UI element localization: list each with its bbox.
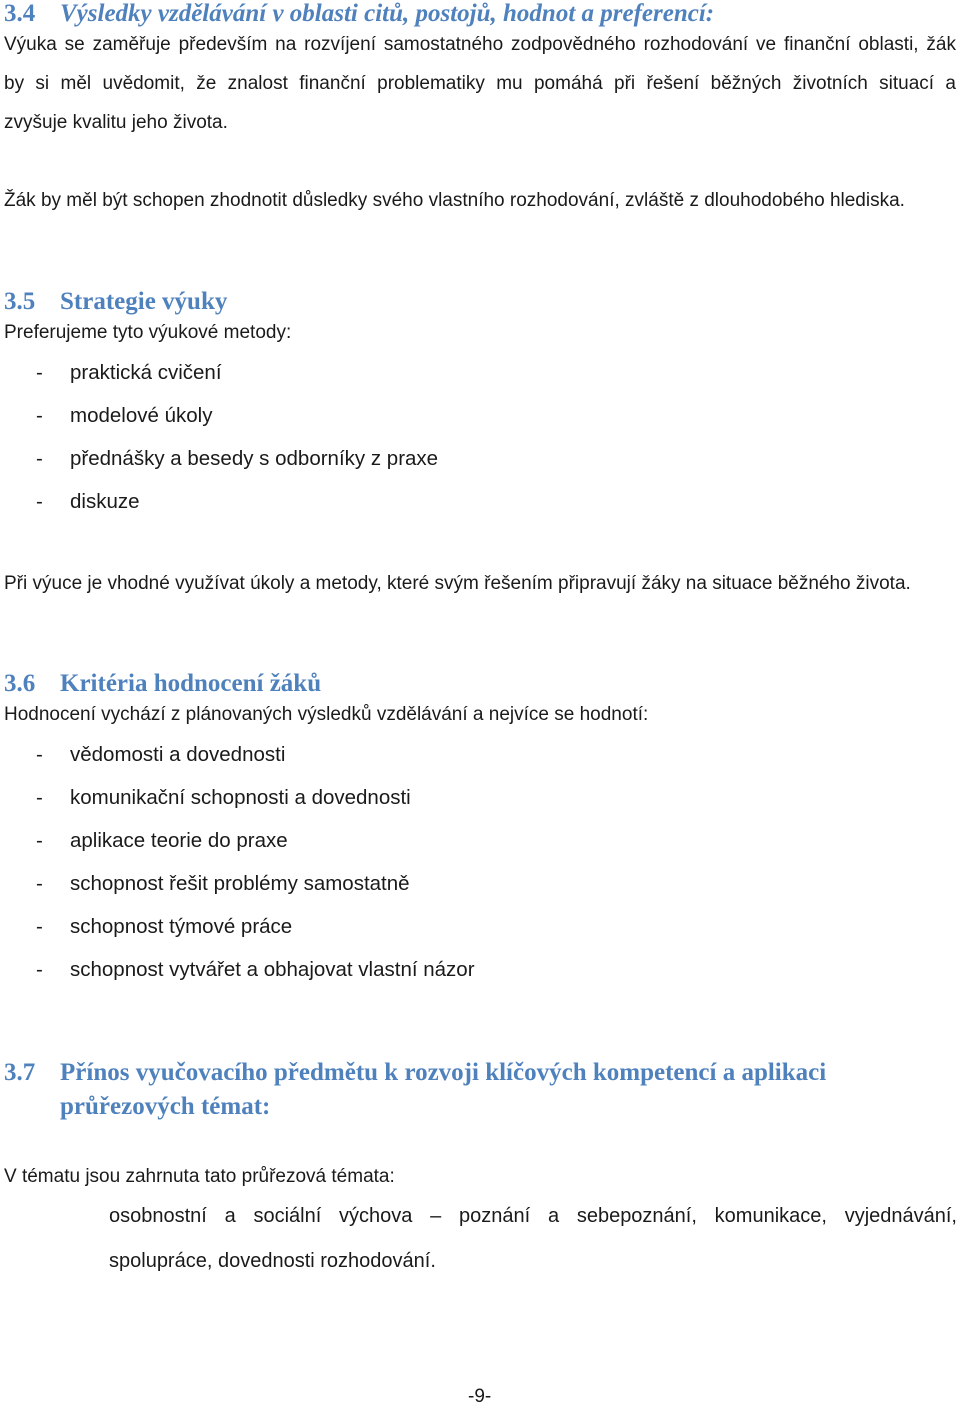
paragraph: Žák by měl být schopen zhodnotit důsledky svého vlastního rozhodování, zvláště z dlouhodobého hlediska. — [4, 190, 905, 211]
list-item: - komunikační schopnosti a dovednosti — [36, 786, 411, 809]
paragraph-line: Výuka se zaměřuje především na rozvíjení samostatného zodpovědného rozhodování ve finanční oblasti, žák — [4, 34, 956, 55]
section-title: Přínos vyučovacího předmětu k rozvoji klíčových kompetencí a aplikaci — [60, 1059, 827, 1086]
section-title-continued: průřezových témat: — [60, 1093, 271, 1120]
section-title: Kritéria hodnocení žáků — [60, 670, 322, 697]
paragraph-line: zvyšuje kvalitu jeho života. — [4, 112, 228, 133]
section-3-4-heading — [4, 0, 714, 28]
list-item: - aplikace teorie do praxe — [36, 829, 288, 852]
section-3-5-heading — [4, 288, 227, 316]
section-3-6-heading — [4, 670, 321, 698]
section-number: 3.4 — [4, 0, 36, 27]
paragraph: Preferujeme tyto výukové metody: — [4, 322, 292, 343]
section-title: Výsledky vzdělávání v oblasti citů, postojů, hodnot a preferencí: — [60, 0, 715, 27]
list-item: - vědomosti a dovednosti — [36, 743, 286, 766]
section-number: 3.5 — [4, 288, 36, 315]
paragraph: V tématu jsou zahrnuta tato průřezová témata: — [4, 1166, 395, 1187]
bullet-line-continued: spolupráce, dovednosti rozhodování. — [109, 1250, 436, 1272]
section-number: 3.6 — [4, 670, 36, 697]
bullet-item — [0, 1205, 960, 1235]
list-item: - schopnost týmové práce — [36, 915, 293, 938]
list-item: - přednášky a besedy s odborníky z praxe — [36, 447, 439, 470]
list-item: - diskuze — [36, 490, 140, 513]
page-number: -9- — [468, 1386, 492, 1407]
list-item: - praktická cvičení — [36, 361, 222, 384]
section-title: Strategie výuky — [60, 288, 228, 315]
paragraph-line: by si měl uvědomit, že znalost finanční problematiky mu pomáhá při řešení běžných životních situací a — [4, 73, 956, 94]
paragraph: Při výuce je vhodné využívat úkoly a metody, které svým řešením připravují žáky na situace běžného života. — [4, 573, 911, 594]
list-item: - modelové úkoly — [36, 404, 213, 427]
bullet-line: osobnostní a sociální výchova – poznání a sebepoznání, komunikace, vyjednávání, — [109, 1205, 957, 1227]
paragraph: Hodnocení vychází z plánovaných výsledků vzdělávání a nejvíce se hodnotí: — [4, 704, 649, 725]
list-item: - schopnost řešit problémy samostatně — [36, 872, 410, 895]
list-item: - schopnost vytvářet a obhajovat vlastní názor — [36, 958, 475, 981]
section-number: 3.7 — [4, 1059, 36, 1086]
section-3-7-heading — [4, 1059, 826, 1087]
